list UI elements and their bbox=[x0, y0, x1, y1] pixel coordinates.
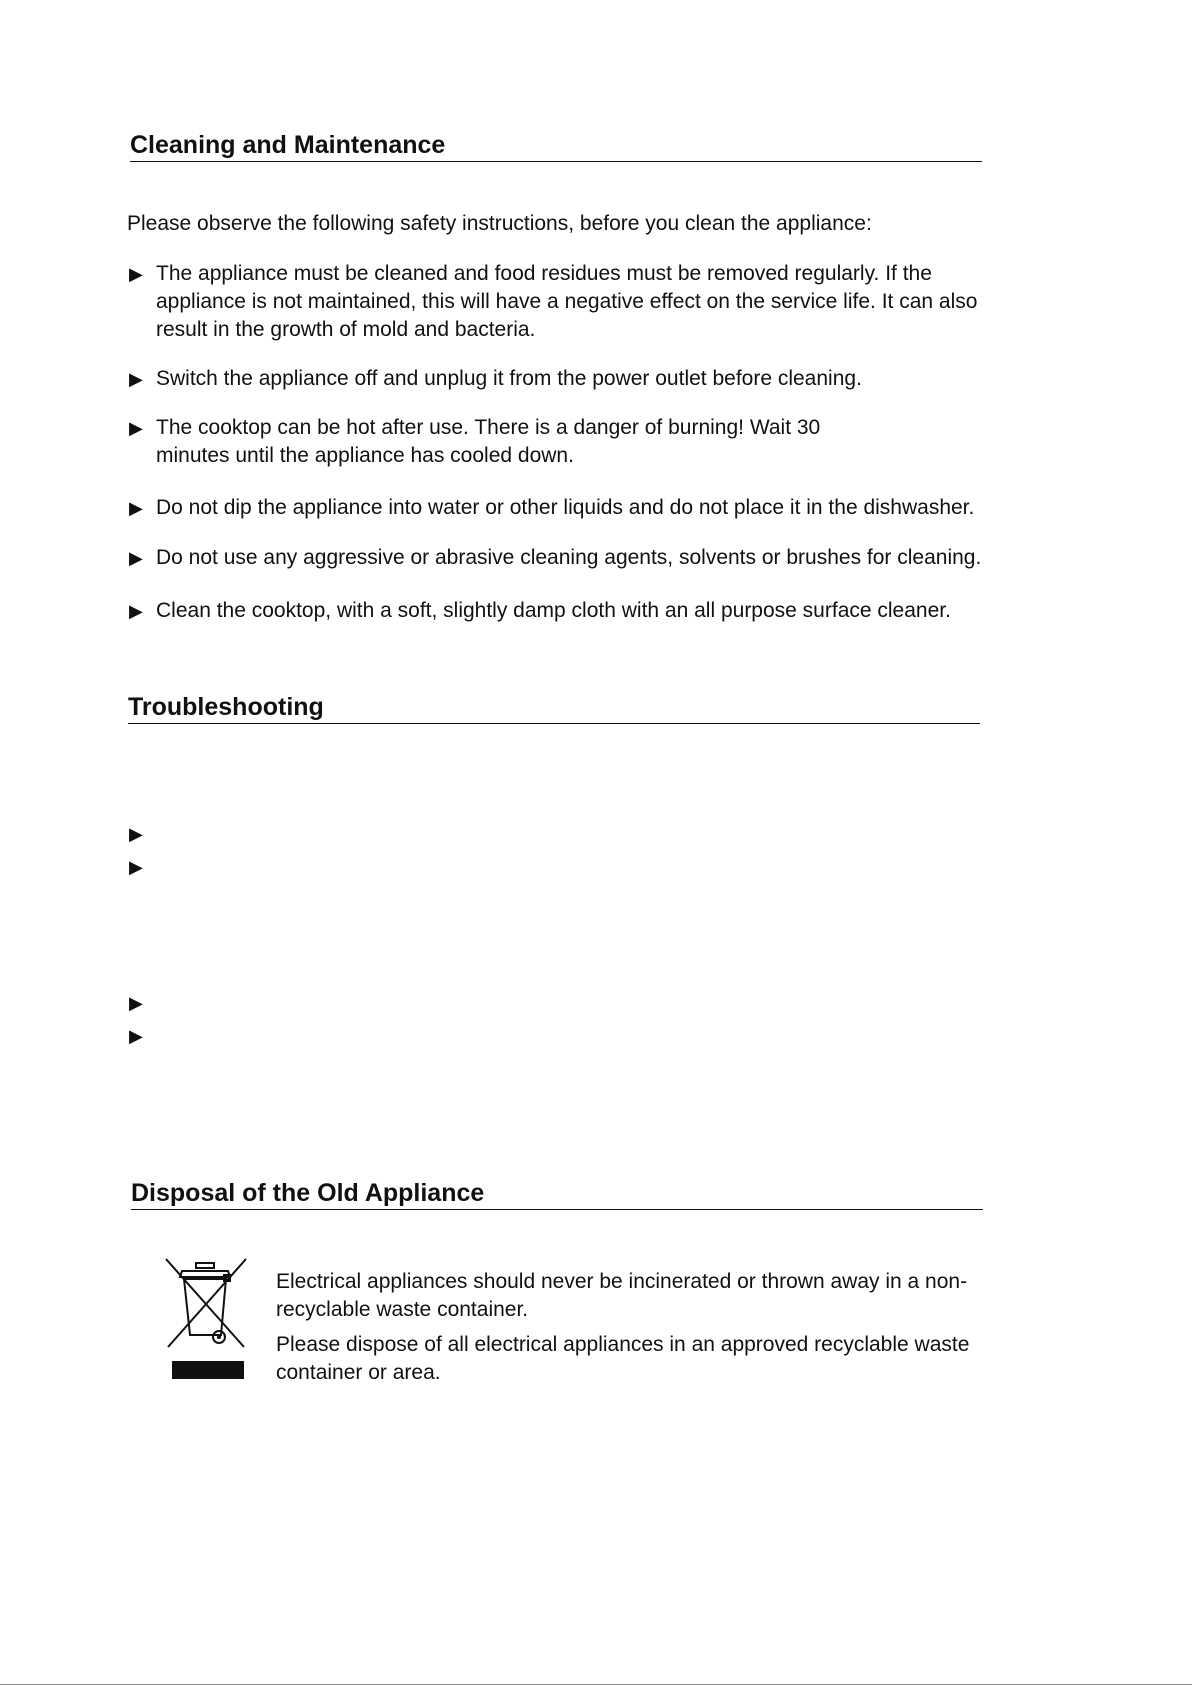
bullet-arrow-icon: ▶ bbox=[129, 993, 143, 1013]
disposal-section-title: Disposal of the Old Appliance bbox=[131, 1178, 983, 1210]
list-item: ▶ The appliance must be cleaned and food residues must be removed regularly. If the appliance is not maintained, this will have a negative effect on the service life. It can also result in the growth of mold and bacteria. bbox=[129, 262, 978, 341]
bullet-arrow-icon: ▶ bbox=[129, 369, 143, 389]
bullet-arrow-icon: ▶ bbox=[129, 418, 143, 438]
disposal-paragraph: Electrical appliances should never be incinerated or thrown away in a non-recyclable waste container. bbox=[276, 1270, 968, 1321]
bullet-arrow-icon: ▶ bbox=[129, 498, 143, 518]
bullet-arrow-icon: ▶ bbox=[129, 824, 143, 844]
disposal-paragraph: Please dispose of all electrical appliances in an approved recyclable waste container or area. bbox=[276, 1333, 970, 1384]
bullet-arrow-icon: ▶ bbox=[129, 548, 143, 568]
list-item: ▶ Clean the cooktop, with a soft, slightly damp cloth with an all purpose surface cleaner. bbox=[129, 597, 1169, 625]
cleaning-section-title: Cleaning and Maintenance bbox=[130, 130, 982, 162]
list-item: ▶ The cooktop can be hot after use. There is a danger of burning! Wait 30 minutes until the appliance has cooled down. bbox=[129, 416, 821, 467]
disposal-text bbox=[276, 1268, 996, 1394]
list-item: ▶ Do not use any aggressive or abrasive cleaning agents, solvents or brushes for cleaning. bbox=[129, 544, 1174, 572]
bullet-arrow-icon: ▶ bbox=[129, 1026, 143, 1046]
bullet-arrow-icon: ▶ bbox=[129, 264, 143, 284]
cleaning-intro: Please observe the following safety instructions, before you clean the appliance: bbox=[127, 212, 872, 235]
list-item: ▶ Do not dip the appliance into water or other liquids and do not place it in the dishwasher. bbox=[129, 494, 1169, 522]
list-item: ▶ Switch the appliance off and unplug it from the power outlet before cleaning. bbox=[129, 365, 1059, 393]
troubleshooting-section-title: Troubleshooting bbox=[128, 692, 980, 724]
bullet-arrow-icon: ▶ bbox=[129, 857, 143, 877]
bullet-arrow-icon: ▶ bbox=[129, 601, 143, 621]
crossed-out-wheelie-bin-icon bbox=[162, 1255, 252, 1385]
